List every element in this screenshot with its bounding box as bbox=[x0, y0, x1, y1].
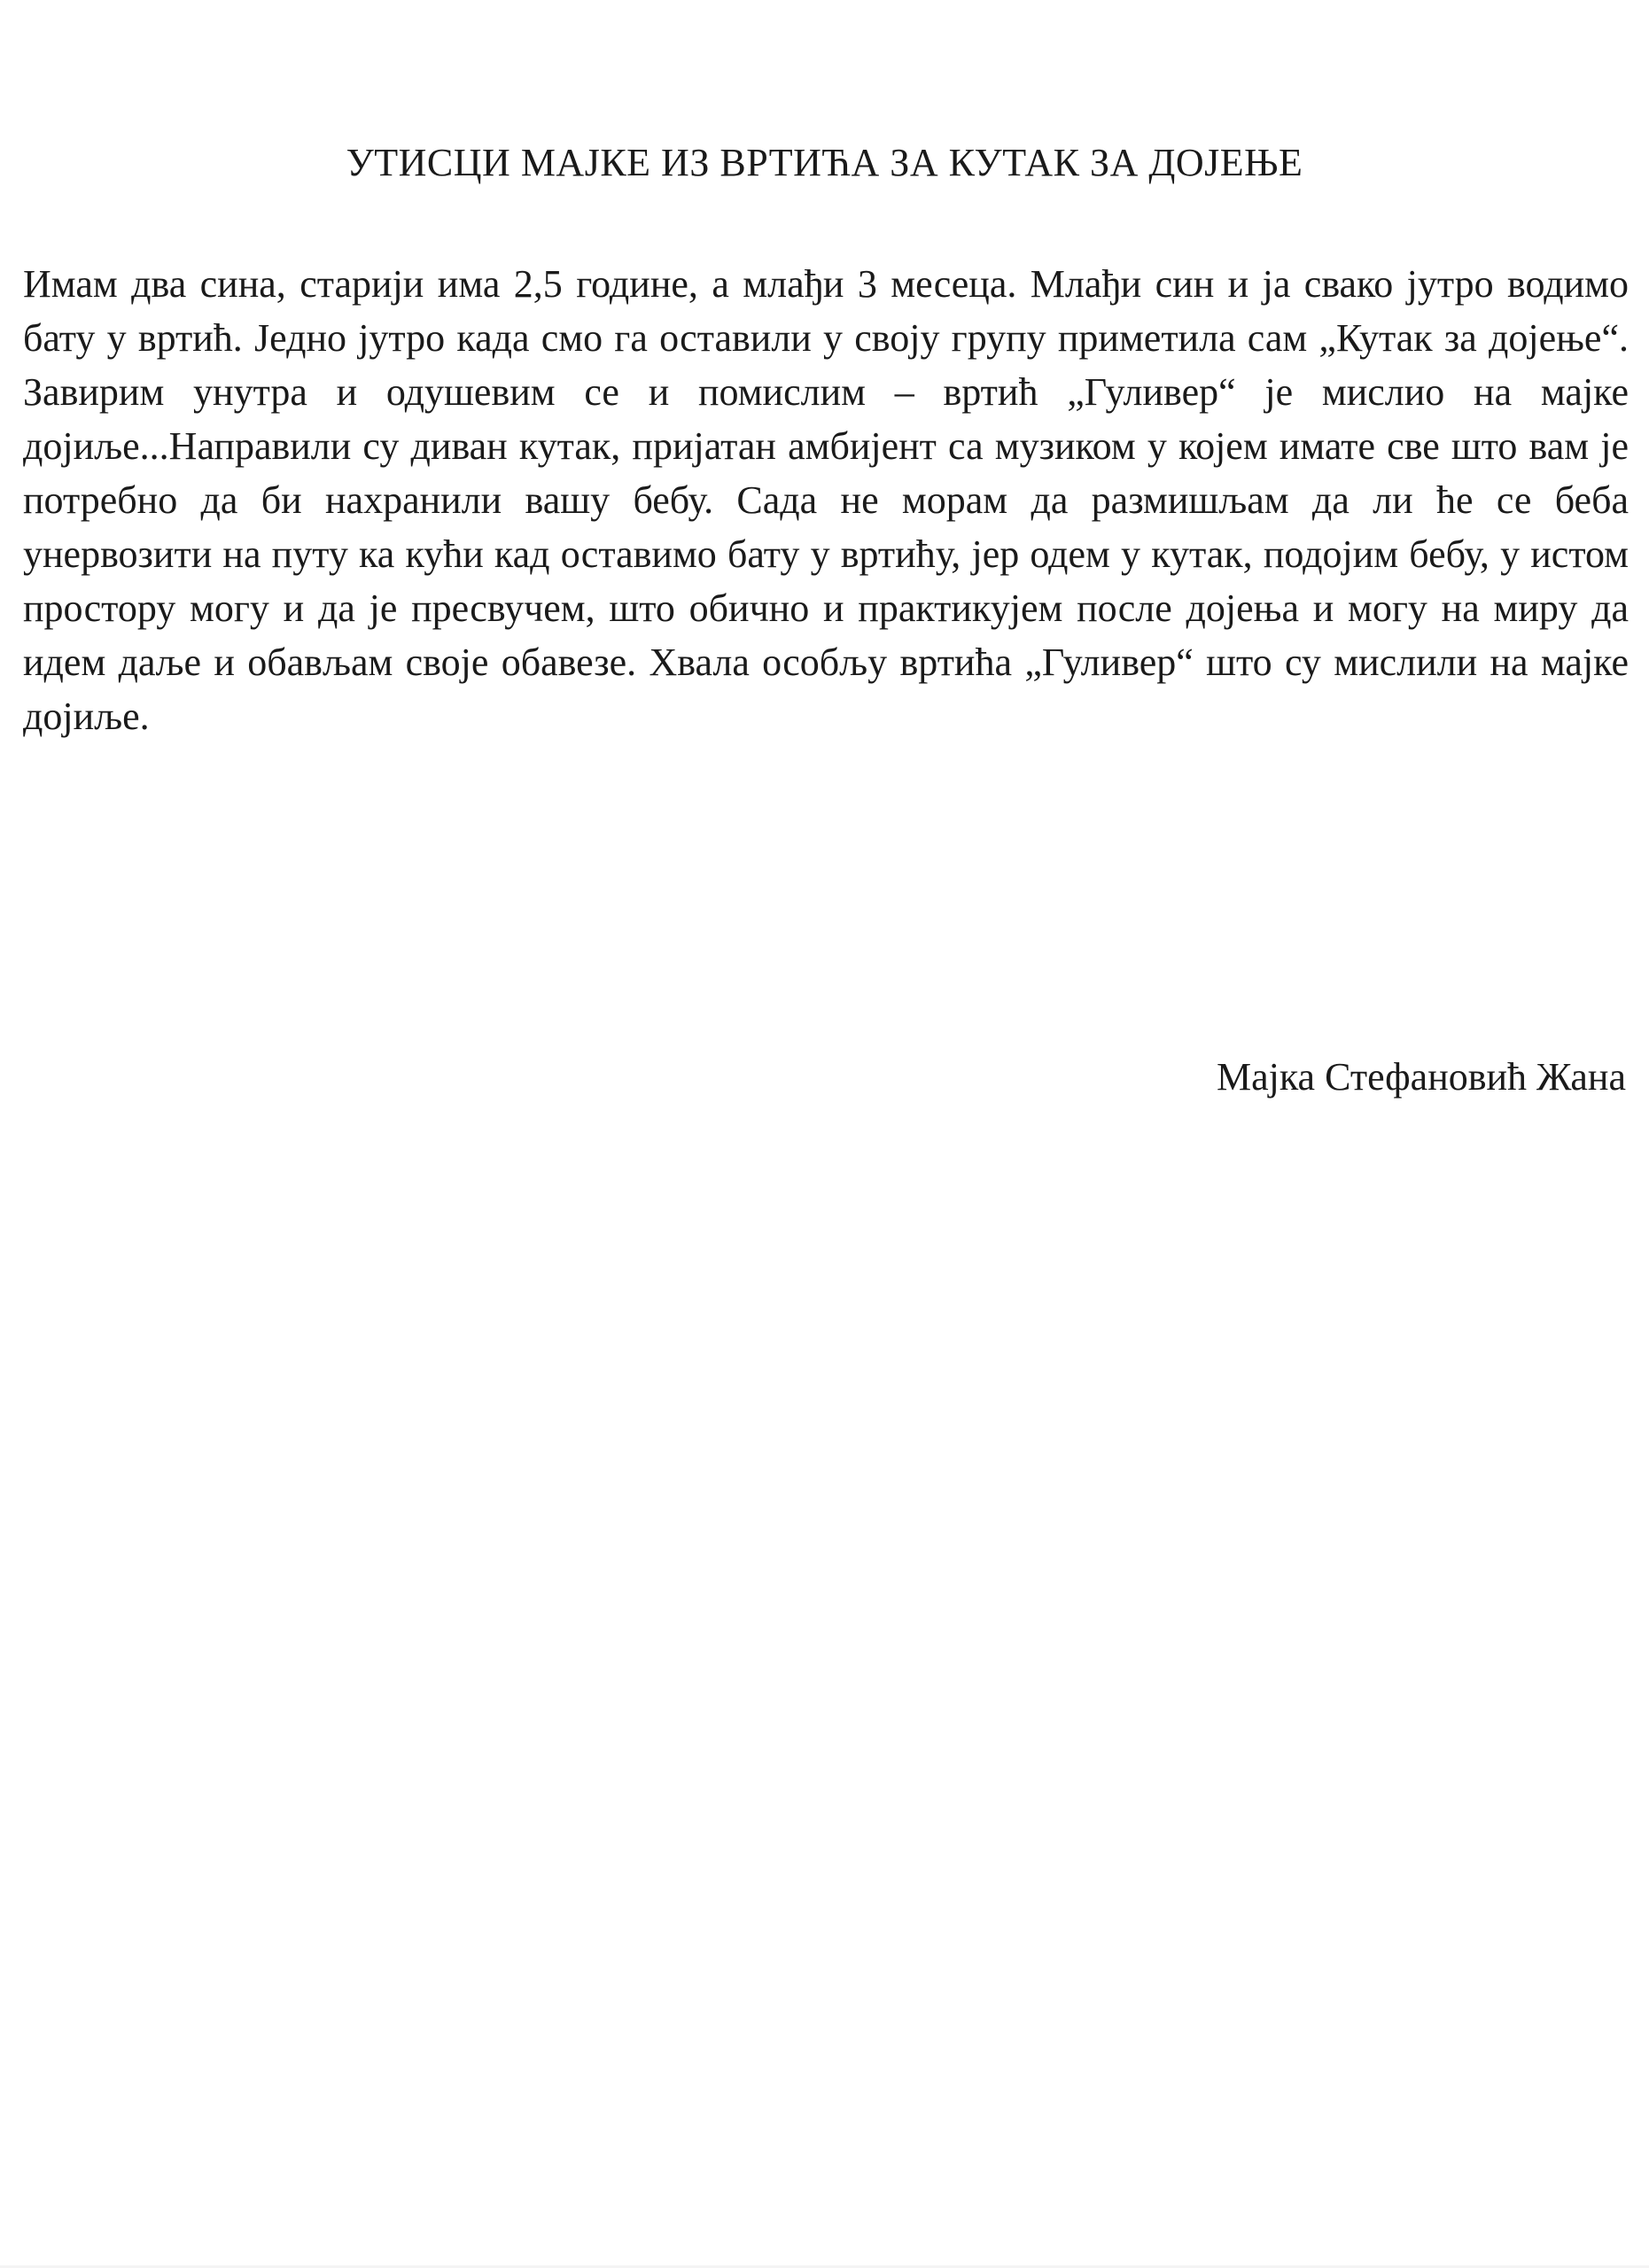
document-body-paragraph: Имам два сина, старији има 2,5 године, а млађи 3 месеца. Млађи син и ја свако јутро водимо бату у вртић. Једно јутро када смо га оставили у своју групу приметила сам „Кутак за дојење“. Завирим унутра и одушевим се и помислим – вртић „Гуливер“ је мислио на мајке дојиље...Направили су диван кутак, пријатан амбијент са музиком у којем имате све што вам је потребно да би нахранили вашу бебу. Сада не морам да размишљам да ли ће се беба унервозити на путу ка кући кад оставимо бату у вртићу, јер одем у кутак, подојим бебу, у истом простору могу и да је пресвучем, што обично и практикујем после дојења и могу на миру да идем даље и обављам своје обавезе. Хвала особљу вртића „Гуливер“ што су мислили на мајке дојиље. bbox=[23, 262, 1629, 738]
document-title: УТИСЦИ МАЈКЕ ИЗ ВРТИЋА ЗА КУТАК ЗА ДОЈЕЊЕ bbox=[346, 141, 1303, 184]
document-signature: Мајка Стефановић Жана bbox=[1216, 1055, 1626, 1099]
